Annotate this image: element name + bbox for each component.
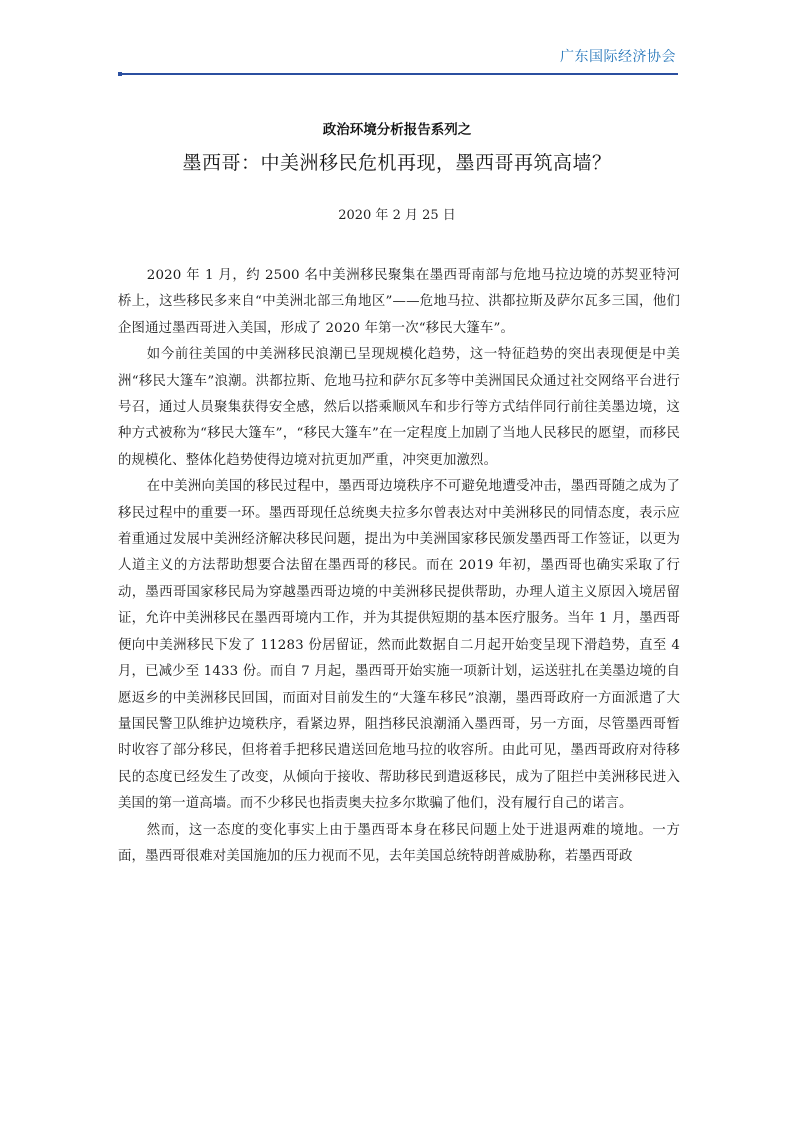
paragraph: 2020 年 1 月，约 2500 名中美洲移民聚集在墨西哥南部与危地马拉边境的苏契亚特河桥上，这些移民多来自“中美洲北部三角地区”——危地马拉、洪都拉斯及萨尔瓦多三国，他们企图通过墨西哥进入美国，形成了 2020 年第一次“移民大篷车”。 bbox=[118, 268, 680, 336]
header-rule bbox=[120, 73, 678, 75]
article-body bbox=[118, 263, 680, 870]
page-title: 墨西哥：中美洲移民危机再现，墨西哥再筑高墙？ bbox=[182, 152, 612, 174]
paragraph: 如今前往美国的中美洲移民浪潮已呈现规模化趋势，这一特征趋势的突出表现便是中美洲“移民大篷车”浪潮。洪都拉斯、危地马拉和萨尔瓦多等中美洲国民众通过社交网络平台进行号召，通过人员聚集获得安全感，然后以搭乘顺风车和步行等方式结伴同行前往美墨边境，这种方式被称为“移民大篷车”，“移民大篷车”在一定程度上加剧了当地人民移民的愿望，而移民的规模化、整体化趋势使得边境对抗更加严重，冲突更加激烈。 bbox=[118, 347, 680, 468]
organization-name: 广东国际经济协会 bbox=[560, 49, 676, 65]
page-header bbox=[118, 0, 678, 76]
publish-date: 2020 年 2 月 25 日 bbox=[338, 208, 456, 223]
series-title: 政治环境分析报告系列之 bbox=[322, 122, 472, 138]
paragraph: 在中美洲向美国的移民过程中，墨西哥边境秩序不可避免地遭受冲击，墨西哥随之成为了移民过程中的重要一环。墨西哥现任总统奥夫拉多尔曾表达对中美洲移民的同情态度，表示应着重通过发展中美洲经济解决移民问题，提出为中美洲国家移民颁发墨西哥工作签证，以更为人道主义的方法帮助想要合法留在墨西哥的移民。而在 2019 年初，墨西哥也确实采取了行动，墨西哥国家移民局为穿越墨西哥边境的中美洲移民提供帮助，办理人道主义原因入境居留证，允许中美洲移民在墨西哥境内工作，并为其提供短期的基本医疗服务。当年 1 月，墨西哥便向中美洲移民下发了 11283 份居留证，然而此数据自二月起开始变呈现下滑趋势，直至 4 月，已减少至 1433 份。而自 7 月起，墨西哥开始实施一项新计划，运送驻扎在美墨边境的自愿返乡的中美洲移民回国，而面对目前发生的“大篷车移民”浪潮，墨西哥政府一方面派遣了大量国民警卫队维护边境秩序，看紧边界，阻挡移民浪潮涌入墨西哥，另一方面，尽管墨西哥暂时收容了部分移民，但将着手把移民遣送回危地马拉的收容所。由此可见，墨西哥政府对待移民的态度已经发生了改变，从倾向于接收、帮助移民到遣返移民，成为了阻拦中美洲移民进入美国的第一道高墙。而不少移民也指责奥夫拉多尔欺骗了他们，没有履行自己的诺言。 bbox=[118, 479, 680, 812]
paragraph: 然而，这一态度的变化事实上由于墨西哥本身在移民问题上处于进退两难的境地。一方面，墨西哥很难对美国施加的压力视而不见，去年美国总统特朗普威胁称，若墨西哥政 bbox=[118, 822, 680, 864]
